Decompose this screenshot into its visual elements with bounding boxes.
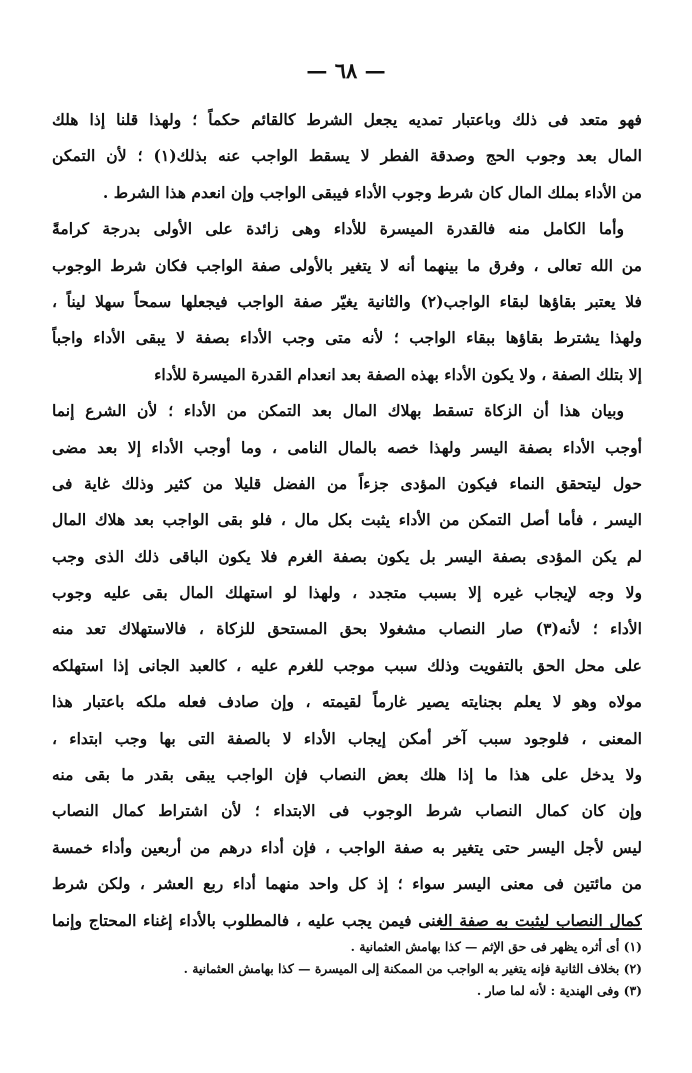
text-line: كمال النصاب ليثبت به صفة الغنى فيمن يجب عليه ، فالمطلوب بالأداء إغناء المحتاج وإنما — [52, 910, 642, 930]
text-line: الأداء ؛ لأنه(٣) صار النصاب مشغولا بحق المستحق للزكاة ، فالاستهلاك تعد منه — [52, 619, 642, 639]
footnote: (٣) وفى الهندية : لأنه لما صار . — [476, 983, 642, 998]
text-line: ولا وجه لإيجاب غيره إلا بسبب متجدد ، ولهذا لو استهلك المال بقى عليه وجوب — [52, 583, 642, 603]
text-line: لم يكن المؤدى بصفة اليسر بل يكون بصفة الغرم فلا يكون الباقى ذلك الذى وجب — [52, 546, 642, 566]
text-line: ولا يدخل على هذا ما إذا هلك بعض النصاب فإن الواجب يبقى بقدر ما بقى منه — [52, 765, 642, 785]
text-line: المعنى ، فلوجود سبب آخر أمكن إيجاب الأداء لا بالصفة التى بها وجب ابتداء ، — [52, 728, 642, 748]
footnote-divider — [440, 928, 642, 930]
text-line: من الله تعالى ، وفرق ما بينهما أنه لا يتغير بالأولى صفة الواجب فكان شرط الوجوب — [52, 255, 642, 275]
text-line: اليسر ، فأما أصل التمكن من الأداء يثبت بكل مال ، فلو بقى الواجب بعد هلاك المال — [52, 510, 642, 530]
text-line: وإن كان كمال النصاب شرط الوجوب فى الابتداء ؛ لأن اشتراط كمال النصاب — [52, 801, 642, 821]
text-line: من مائتين فى معنى اليسر سواء ؛ إذ كل واحد منهما أداء ربع العشر ، ولكن شرط — [52, 874, 642, 894]
text-line: حول ليتحقق النماء فيكون المؤدى جزءاً من الفضل قليلا من كثير وذلك غاية فى — [52, 473, 642, 493]
text-line: وبيان هذا أن الزكاة تسقط بهلاك المال بعد التمكن من الأداء ؛ لأن الشرع إنما — [52, 401, 624, 421]
footnotes — [180, 936, 642, 1002]
footnote: (٢) بخلاف الثانية فإنه يتغير به الواجب من الممكنة إلى الميسرة — كذا بهامش العثمانية . — [183, 961, 642, 976]
page-number: — ٦٨ — — [306, 58, 386, 83]
text-line: من الأداء بملك المال كان شرط وجوب الأداء فيبقى الواجب وإن انعدم هذا الشرط . — [102, 182, 642, 202]
text-line: فلا يعتبر بقاؤها لبقاء الواجب(٢) والثانية يغيّر صفة الواجب فيجعلها سمحاً سهلا ليناً ، — [52, 291, 642, 311]
text-line: ولهذا يشترط بقاؤها ببقاء الواجب ؛ لأنه متى وجب الأداء بصفة لا يبقى الأداء واجباً — [52, 328, 642, 348]
body-text — [52, 102, 642, 939]
text-line: ليس لأجل اليسر حتى يتغير به صفة الواجب ، فإن أداء درهم من أربعين وأداء خمسة — [52, 837, 642, 857]
text-line: مولاه وهو لا يعلم بجنايته يصير غارماً لقيمته ، وإن صادف فعله ملكه باعتبار هذا — [52, 692, 642, 712]
text-line: على محل الحق بالتفويت وذلك سبب موجب للغرم عليه ، كالعبد الجانى إذا استهلكه — [52, 655, 642, 675]
text-line: وأما الكامل منه فالقدرة الميسرة للأداء وهى زائدة على الأولى بدرجة كرامةً — [52, 219, 624, 239]
footnote: (١) أى أثره يظهر فى حق الإثم — كذا بهامش العثمانية . — [350, 939, 642, 954]
text-line: فهو متعد فى ذلك وباعتبار تمديه يجعل الشرط كالقائم حكماً ؛ ولهذا قلنا إذا هلك — [52, 110, 642, 129]
text-line: أوجب الأداء بصفة اليسر ولهذا خصه بالمال النامى ، وما أوجب الأداء إلا بعد مضى — [52, 437, 642, 457]
text-line: إلا بتلك الصفة ، ولا يكون الأداء بهذه الصفة بعد انعدام القدرة الميسرة للأداء — [154, 364, 642, 384]
text-line: المال بعد وجوب الحج وصدقة الفطر لا يسقط الواجب عنه بذلك(١) ؛ لأن التمكن — [52, 146, 642, 166]
